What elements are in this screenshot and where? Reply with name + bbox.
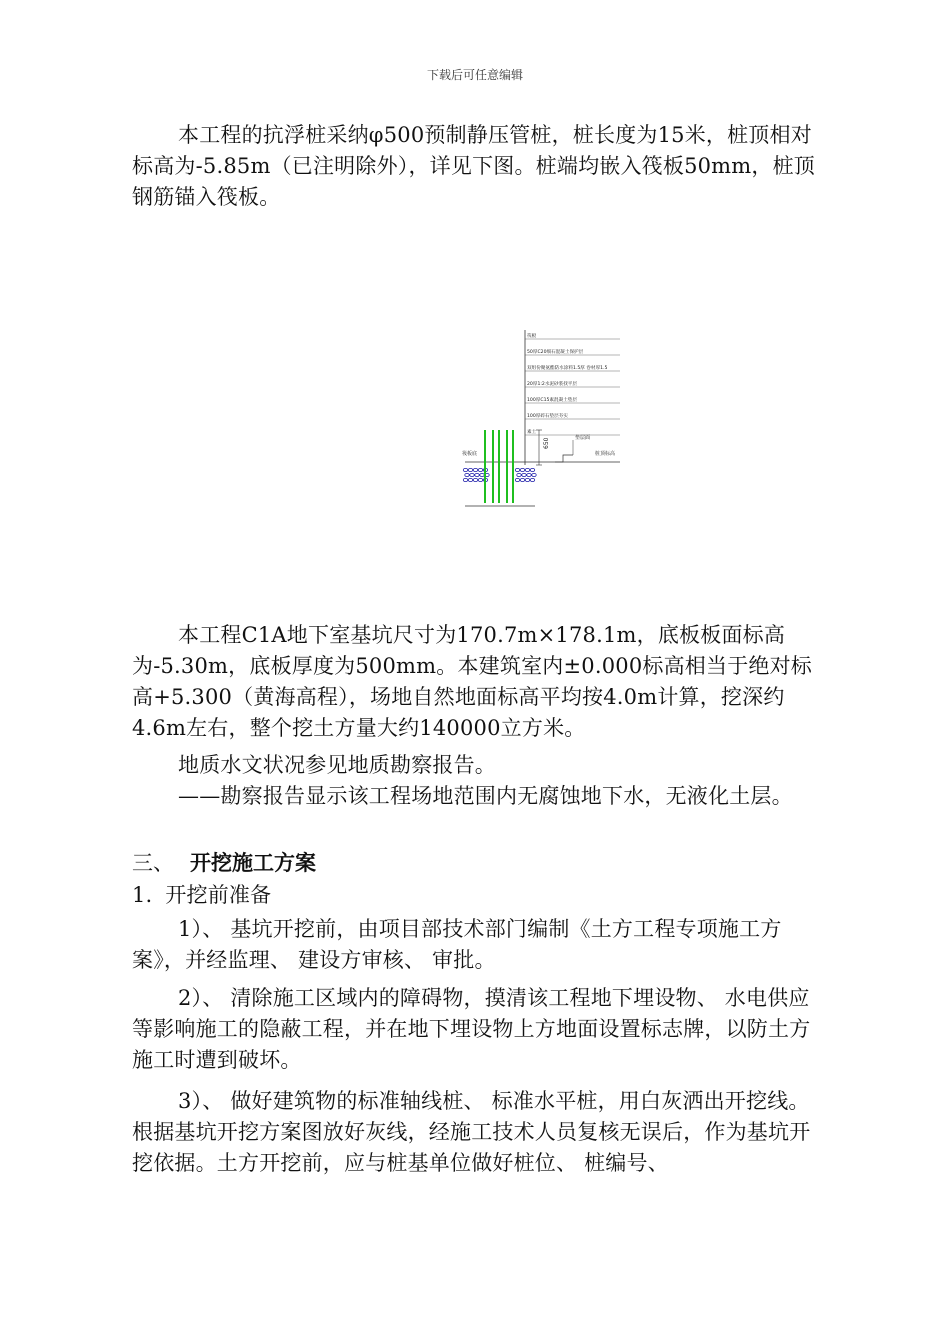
right-label: 桩顶标高 — [595, 451, 616, 457]
sub-1-heading — [132, 880, 822, 911]
survey-paragraph: ——勘察报告显示该工程场地范围内无腐蚀地下水，无液化土层。 — [178, 784, 793, 808]
left-label: 筏板底 — [462, 451, 478, 457]
mid-label: 垫层面 — [575, 435, 591, 441]
item-2: 2）、 清除施工区域内的障碍物，摸清该工程地下埋设物、 水电供应等影响施工的隐蔽工程，并在地下埋设物上方地面设置标志牌，以防土方施工时遭到破坏。 — [132, 986, 811, 1072]
layer-label: 素土 — [527, 430, 537, 435]
layer-label: 100厚C15素混凝土垫层 — [527, 398, 577, 403]
section-3-title: 开挖施工方案 — [190, 850, 316, 875]
section-3-number: 三、 — [132, 851, 174, 875]
gravel-hatch-block — [515, 468, 536, 481]
basement-paragraph: 本工程C1A地下室基坑尺寸为170.7m×178.1m，底板板面标高为-5.30m，底板厚度为500mm。本建筑室内±0.000标高相当于绝对标高+5.300（黄海高程），场地自然地面标高平均按4.0m计算，挖深约4.6m左右，整个挖土方量大约140000立方米。 — [132, 623, 812, 740]
page-header: 下载后可任意编辑 — [426, 68, 523, 82]
dimension-label: 650 — [543, 437, 550, 449]
section-3-heading — [132, 847, 316, 879]
intro-paragraph: 本工程的抗浮桩采纳φ500预制静压管桩，桩长度为15米，桩顶相对标高为-5.85m（已注明除外），详见下图。桩端均嵌入筏板50mm，桩顶钢筋锚入筏板。 — [132, 123, 816, 209]
layer-label: 20厚1:2水泥砂浆找平层 — [527, 382, 577, 387]
item-3: 3）、 做好建筑物的标准轴线桩、 标准水平桩，用白灰洒出开挖线。根据基坑开挖方案图放好灰线，经施工技术人员复核无误后，作为基坑开挖依据。土方开挖前，应与桩基单位做好桩位、 桩编号、 — [132, 1089, 811, 1175]
geology-paragraph: 地质水文状况参见地质勘察报告。 — [178, 753, 496, 777]
item-1: 1）、 基坑开挖前，由项目部技术部门编制《土方工程专项施工方案》，并经监理、 建设方审核、 审批。 — [132, 917, 782, 972]
layer-label: 50厚C20细石混凝土保护层 — [527, 350, 584, 355]
layer-label: 双组份聚氨酯防水涂料1.5厚 卷材厚1.5 — [527, 366, 608, 371]
layer-label: 100厚碎石垫层夯实 — [527, 414, 568, 419]
pile-detail-figure — [455, 325, 645, 515]
layer-label: 筏板 — [527, 334, 537, 339]
sub-1-number: 1. — [132, 883, 153, 907]
sub-1-title: 开挖前准备 — [165, 883, 272, 907]
